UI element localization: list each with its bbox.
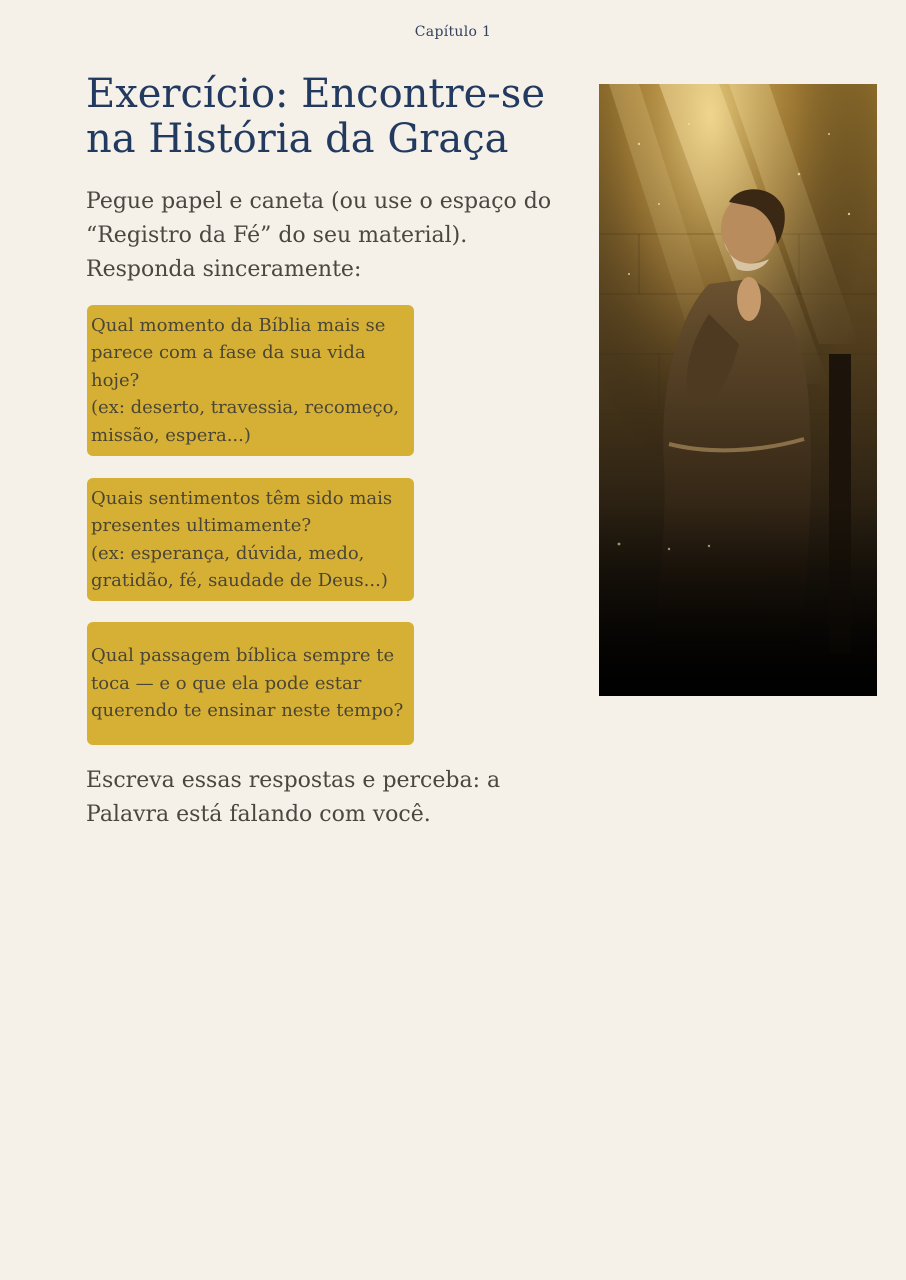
question-box-2: [87, 478, 414, 601]
question-text-1: Qual momento da Bíblia mais se parece com a fase da sua vida hoje? (ex: deserto, travessia, recomeço, missão, espera...): [91, 314, 400, 446]
praying-man-image: [599, 84, 877, 696]
page-title: Exercício: Encontre-se na História da Graça: [86, 71, 546, 162]
question-text-3: Qual passagem bíblica sempre te toca — e o que ela pode estar querendo te ensinar neste tempo?: [91, 645, 404, 722]
question-text-2: Quais sentimentos têm sido mais presentes ultimamente? (ex: esperança, dúvida, medo, gratidão, fé, saudade de Deus...): [91, 487, 393, 591]
question-box-3: [87, 622, 414, 745]
question-box-1: [87, 305, 414, 456]
closing-text: Escreva essas respostas e perceba: a Palavra está falando com você.: [86, 768, 501, 827]
chapter-label: Capítulo 1: [414, 24, 492, 40]
intro-text: Pegue papel e caneta (ou use o espaço do “Registro da Fé” do seu material). Responda sinceramente:: [86, 189, 552, 282]
